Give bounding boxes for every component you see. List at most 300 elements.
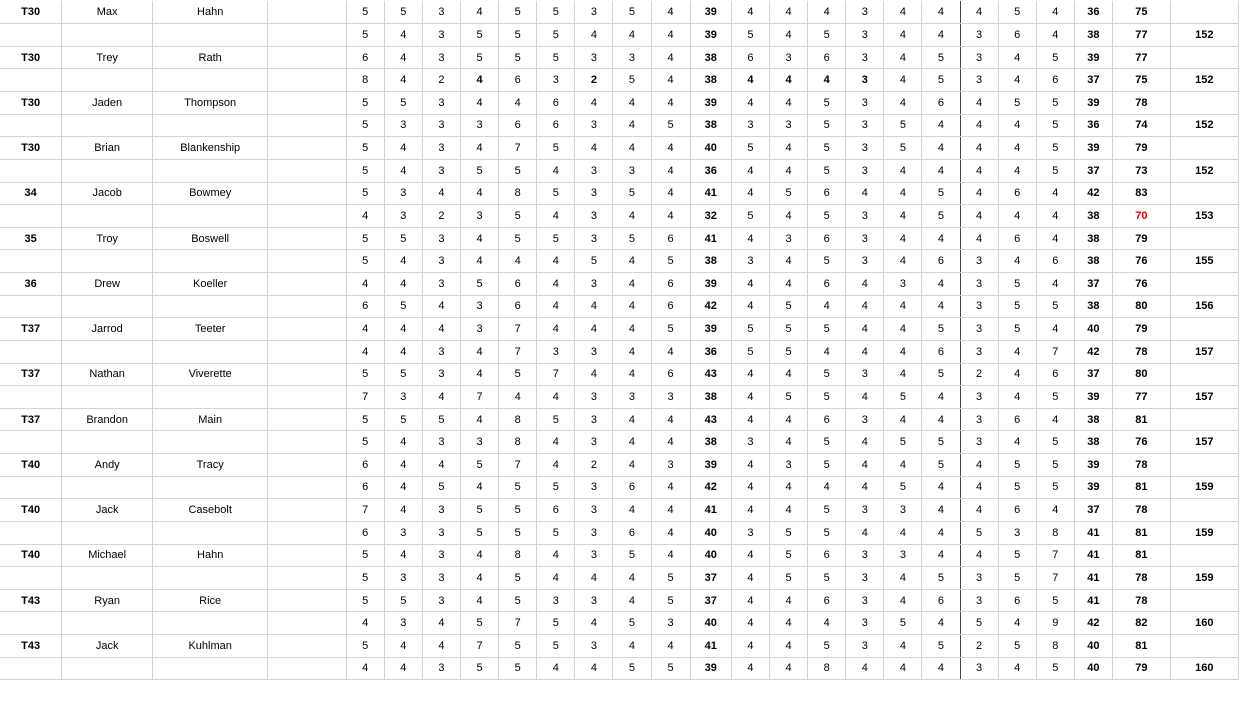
back-hole-score-cell[interactable]: 5 <box>1036 92 1074 115</box>
front-hole-score-cell[interactable]: 3 <box>422 544 460 567</box>
front-hole-score-cell[interactable]: 5 <box>499 159 537 182</box>
back-hole-score-cell[interactable]: 4 <box>884 295 922 318</box>
front-hole-score-cell[interactable]: 5 <box>461 46 499 69</box>
front-hole-score-cell[interactable]: 3 <box>384 386 422 409</box>
in-total-cell[interactable]: 42 <box>1074 340 1112 363</box>
back-hole-score-cell[interactable]: 4 <box>960 182 998 205</box>
front-hole-score-cell[interactable]: 4 <box>613 408 651 431</box>
back-hole-score-cell[interactable]: 4 <box>884 635 922 658</box>
front-hole-score-cell[interactable]: 7 <box>461 635 499 658</box>
back-hole-score-cell[interactable]: 9 <box>1036 612 1074 635</box>
front-hole-score-cell[interactable]: 7 <box>499 454 537 477</box>
round-total-cell[interactable]: 74 <box>1112 114 1170 137</box>
back-hole-score-cell[interactable]: 6 <box>922 250 960 273</box>
front-hole-score-cell[interactable]: 4 <box>499 92 537 115</box>
front-hole-score-cell[interactable]: 5 <box>346 1 384 24</box>
back-hole-score-cell[interactable]: 4 <box>1036 205 1074 228</box>
aggregate-total-cell[interactable]: 157 <box>1170 386 1238 409</box>
back-hole-score-cell[interactable]: 5 <box>1036 295 1074 318</box>
round-total-cell[interactable]: 81 <box>1112 521 1170 544</box>
front-hole-score-cell[interactable]: 5 <box>461 159 499 182</box>
in-total-cell[interactable]: 38 <box>1074 227 1112 250</box>
first-name-cell[interactable]: Brian <box>62 137 153 160</box>
round-total-cell[interactable]: 78 <box>1112 340 1170 363</box>
front-hole-score-cell[interactable]: 5 <box>461 24 499 47</box>
back-hole-score-cell[interactable]: 5 <box>731 205 769 228</box>
round-total-cell[interactable]: 78 <box>1112 589 1170 612</box>
back-hole-score-cell[interactable]: 4 <box>998 612 1036 635</box>
back-hole-score-cell[interactable]: 6 <box>808 182 846 205</box>
out-total-cell[interactable]: 40 <box>690 521 731 544</box>
aggregate-total-cell[interactable] <box>1170 92 1238 115</box>
front-hole-score-cell[interactable]: 4 <box>651 137 690 160</box>
back-hole-score-cell[interactable]: 4 <box>960 137 998 160</box>
back-hole-score-cell[interactable]: 4 <box>922 227 960 250</box>
front-hole-score-cell[interactable]: 6 <box>346 521 384 544</box>
back-hole-score-cell[interactable]: 5 <box>808 137 846 160</box>
back-hole-score-cell[interactable]: 3 <box>846 567 884 590</box>
out-total-cell[interactable]: 41 <box>690 182 731 205</box>
last-name-cell[interactable] <box>152 431 267 454</box>
front-hole-score-cell[interactable]: 5 <box>346 635 384 658</box>
position-cell[interactable] <box>0 69 62 92</box>
front-hole-score-cell[interactable]: 4 <box>384 46 422 69</box>
front-hole-score-cell[interactable]: 7 <box>499 340 537 363</box>
first-name-cell[interactable]: Jarrod <box>62 318 153 341</box>
back-hole-score-cell[interactable]: 4 <box>998 431 1036 454</box>
position-cell[interactable]: 35 <box>0 227 62 250</box>
front-hole-score-cell[interactable]: 4 <box>384 137 422 160</box>
front-hole-score-cell[interactable]: 5 <box>537 612 575 635</box>
back-hole-score-cell[interactable]: 4 <box>960 1 998 24</box>
front-hole-score-cell[interactable]: 4 <box>384 24 422 47</box>
position-cell[interactable] <box>0 386 62 409</box>
front-hole-score-cell[interactable]: 3 <box>384 205 422 228</box>
position-cell[interactable]: T37 <box>0 318 62 341</box>
front-hole-score-cell[interactable]: 5 <box>499 499 537 522</box>
empty-cell[interactable] <box>268 1 346 24</box>
front-hole-score-cell[interactable]: 3 <box>384 114 422 137</box>
front-hole-score-cell[interactable]: 4 <box>537 544 575 567</box>
front-hole-score-cell[interactable]: 5 <box>613 182 651 205</box>
out-total-cell[interactable]: 39 <box>690 318 731 341</box>
back-hole-score-cell[interactable]: 4 <box>731 92 769 115</box>
front-hole-score-cell[interactable]: 5 <box>613 657 651 680</box>
front-hole-score-cell[interactable]: 4 <box>346 657 384 680</box>
back-hole-score-cell[interactable]: 5 <box>998 1 1036 24</box>
front-hole-score-cell[interactable]: 5 <box>499 363 537 386</box>
empty-cell[interactable] <box>268 476 346 499</box>
front-hole-score-cell[interactable]: 4 <box>651 1 690 24</box>
front-hole-score-cell[interactable]: 5 <box>537 137 575 160</box>
front-hole-score-cell[interactable]: 3 <box>422 657 460 680</box>
back-hole-score-cell[interactable]: 3 <box>846 137 884 160</box>
front-hole-score-cell[interactable]: 7 <box>537 363 575 386</box>
front-hole-score-cell[interactable]: 4 <box>651 544 690 567</box>
last-name-cell[interactable] <box>152 295 267 318</box>
out-total-cell[interactable]: 41 <box>690 227 731 250</box>
out-total-cell[interactable]: 41 <box>690 635 731 658</box>
out-total-cell[interactable]: 36 <box>690 340 731 363</box>
front-hole-score-cell[interactable]: 3 <box>461 295 499 318</box>
front-hole-score-cell[interactable]: 5 <box>346 363 384 386</box>
in-total-cell[interactable]: 41 <box>1074 589 1112 612</box>
front-hole-score-cell[interactable]: 4 <box>384 499 422 522</box>
back-hole-score-cell[interactable]: 3 <box>960 273 998 296</box>
front-hole-score-cell[interactable]: 4 <box>384 159 422 182</box>
back-hole-score-cell[interactable]: 8 <box>1036 521 1074 544</box>
back-hole-score-cell[interactable]: 4 <box>922 612 960 635</box>
front-hole-score-cell[interactable]: 2 <box>422 205 460 228</box>
first-name-cell[interactable] <box>62 657 153 680</box>
back-hole-score-cell[interactable]: 6 <box>998 227 1036 250</box>
back-hole-score-cell[interactable]: 4 <box>884 46 922 69</box>
position-cell[interactable]: 34 <box>0 182 62 205</box>
aggregate-total-cell[interactable]: 159 <box>1170 521 1238 544</box>
aggregate-total-cell[interactable] <box>1170 137 1238 160</box>
empty-cell[interactable] <box>268 567 346 590</box>
back-hole-score-cell[interactable]: 4 <box>808 612 846 635</box>
back-hole-score-cell[interactable]: 7 <box>1036 567 1074 590</box>
back-hole-score-cell[interactable]: 5 <box>1036 114 1074 137</box>
back-hole-score-cell[interactable]: 4 <box>846 182 884 205</box>
back-hole-score-cell[interactable]: 4 <box>731 69 769 92</box>
round-total-cell[interactable]: 76 <box>1112 273 1170 296</box>
front-hole-score-cell[interactable]: 5 <box>384 363 422 386</box>
last-name-cell[interactable]: Main <box>152 408 267 431</box>
round-total-cell[interactable]: 76 <box>1112 250 1170 273</box>
in-total-cell[interactable]: 39 <box>1074 137 1112 160</box>
back-hole-score-cell[interactable]: 3 <box>846 159 884 182</box>
aggregate-total-cell[interactable] <box>1170 499 1238 522</box>
front-hole-score-cell[interactable]: 4 <box>461 567 499 590</box>
back-hole-score-cell[interactable]: 4 <box>922 295 960 318</box>
back-hole-score-cell[interactable]: 6 <box>731 46 769 69</box>
front-hole-score-cell[interactable]: 6 <box>613 476 651 499</box>
front-hole-score-cell[interactable]: 4 <box>422 182 460 205</box>
back-hole-score-cell[interactable]: 4 <box>846 657 884 680</box>
back-hole-score-cell[interactable]: 6 <box>998 182 1036 205</box>
front-hole-score-cell[interactable]: 3 <box>613 46 651 69</box>
front-hole-score-cell[interactable]: 5 <box>346 250 384 273</box>
front-hole-score-cell[interactable]: 3 <box>613 386 651 409</box>
back-hole-score-cell[interactable]: 5 <box>998 295 1036 318</box>
back-hole-score-cell[interactable]: 4 <box>960 227 998 250</box>
last-name-cell[interactable] <box>152 521 267 544</box>
back-hole-score-cell[interactable]: 5 <box>922 431 960 454</box>
back-hole-score-cell[interactable]: 5 <box>998 635 1036 658</box>
in-total-cell[interactable]: 38 <box>1074 431 1112 454</box>
front-hole-score-cell[interactable]: 4 <box>613 295 651 318</box>
back-hole-score-cell[interactable]: 3 <box>846 227 884 250</box>
back-hole-score-cell[interactable]: 4 <box>731 386 769 409</box>
front-hole-score-cell[interactable]: 4 <box>613 205 651 228</box>
front-hole-score-cell[interactable]: 5 <box>346 408 384 431</box>
front-hole-score-cell[interactable]: 4 <box>575 24 613 47</box>
back-hole-score-cell[interactable]: 3 <box>884 273 922 296</box>
first-name-cell[interactable]: Jacob <box>62 182 153 205</box>
last-name-cell[interactable]: Rath <box>152 46 267 69</box>
last-name-cell[interactable]: Bowmey <box>152 182 267 205</box>
back-hole-score-cell[interactable]: 4 <box>731 657 769 680</box>
front-hole-score-cell[interactable]: 4 <box>461 137 499 160</box>
back-hole-score-cell[interactable]: 4 <box>846 386 884 409</box>
front-hole-score-cell[interactable]: 7 <box>346 386 384 409</box>
first-name-cell[interactable]: Jack <box>62 635 153 658</box>
back-hole-score-cell[interactable]: 3 <box>731 114 769 137</box>
front-hole-score-cell[interactable]: 3 <box>575 205 613 228</box>
front-hole-score-cell[interactable]: 2 <box>575 69 613 92</box>
round-total-cell[interactable]: 78 <box>1112 499 1170 522</box>
back-hole-score-cell[interactable]: 3 <box>846 205 884 228</box>
position-cell[interactable]: T37 <box>0 408 62 431</box>
position-cell[interactable]: T30 <box>0 1 62 24</box>
aggregate-total-cell[interactable] <box>1170 363 1238 386</box>
round-total-cell[interactable]: 82 <box>1112 612 1170 635</box>
aggregate-total-cell[interactable]: 156 <box>1170 295 1238 318</box>
in-total-cell[interactable]: 37 <box>1074 159 1112 182</box>
front-hole-score-cell[interactable]: 3 <box>537 589 575 612</box>
first-name-cell[interactable] <box>62 205 153 228</box>
back-hole-score-cell[interactable]: 4 <box>770 635 808 658</box>
front-hole-score-cell[interactable]: 5 <box>537 521 575 544</box>
front-hole-score-cell[interactable]: 7 <box>346 499 384 522</box>
front-hole-score-cell[interactable]: 4 <box>422 612 460 635</box>
back-hole-score-cell[interactable]: 4 <box>1036 318 1074 341</box>
back-hole-score-cell[interactable]: 4 <box>884 567 922 590</box>
front-hole-score-cell[interactable]: 4 <box>384 69 422 92</box>
back-hole-score-cell[interactable]: 3 <box>998 521 1036 544</box>
back-hole-score-cell[interactable]: 3 <box>731 250 769 273</box>
back-hole-score-cell[interactable]: 3 <box>770 227 808 250</box>
front-hole-score-cell[interactable]: 3 <box>422 46 460 69</box>
front-hole-score-cell[interactable]: 4 <box>613 273 651 296</box>
in-total-cell[interactable]: 36 <box>1074 114 1112 137</box>
front-hole-score-cell[interactable]: 4 <box>537 159 575 182</box>
back-hole-score-cell[interactable]: 4 <box>922 499 960 522</box>
back-hole-score-cell[interactable]: 3 <box>960 589 998 612</box>
back-hole-score-cell[interactable]: 4 <box>808 476 846 499</box>
back-hole-score-cell[interactable]: 4 <box>731 635 769 658</box>
back-hole-score-cell[interactable]: 5 <box>998 476 1036 499</box>
back-hole-score-cell[interactable]: 6 <box>808 273 846 296</box>
back-hole-score-cell[interactable]: 4 <box>998 386 1036 409</box>
empty-cell[interactable] <box>268 454 346 477</box>
empty-cell[interactable] <box>268 205 346 228</box>
front-hole-score-cell[interactable]: 3 <box>422 250 460 273</box>
front-hole-score-cell[interactable]: 4 <box>537 431 575 454</box>
front-hole-score-cell[interactable]: 7 <box>499 137 537 160</box>
front-hole-score-cell[interactable]: 3 <box>575 408 613 431</box>
back-hole-score-cell[interactable]: 4 <box>731 159 769 182</box>
in-total-cell[interactable]: 38 <box>1074 250 1112 273</box>
empty-cell[interactable] <box>268 408 346 431</box>
back-hole-score-cell[interactable]: 6 <box>998 589 1036 612</box>
front-hole-score-cell[interactable]: 5 <box>537 1 575 24</box>
in-total-cell[interactable]: 40 <box>1074 635 1112 658</box>
front-hole-score-cell[interactable]: 3 <box>422 431 460 454</box>
back-hole-score-cell[interactable]: 5 <box>808 114 846 137</box>
back-hole-score-cell[interactable]: 5 <box>1036 46 1074 69</box>
back-hole-score-cell[interactable]: 3 <box>846 250 884 273</box>
last-name-cell[interactable]: Hahn <box>152 544 267 567</box>
out-total-cell[interactable]: 41 <box>690 499 731 522</box>
last-name-cell[interactable]: Viverette <box>152 363 267 386</box>
front-hole-score-cell[interactable]: 2 <box>422 69 460 92</box>
front-hole-score-cell[interactable]: 4 <box>422 386 460 409</box>
back-hole-score-cell[interactable]: 4 <box>884 182 922 205</box>
back-hole-score-cell[interactable]: 4 <box>846 318 884 341</box>
back-hole-score-cell[interactable]: 5 <box>770 521 808 544</box>
front-hole-score-cell[interactable]: 3 <box>575 386 613 409</box>
front-hole-score-cell[interactable]: 5 <box>651 250 690 273</box>
front-hole-score-cell[interactable]: 3 <box>422 227 460 250</box>
front-hole-score-cell[interactable]: 5 <box>346 159 384 182</box>
out-total-cell[interactable]: 40 <box>690 544 731 567</box>
back-hole-score-cell[interactable]: 5 <box>998 567 1036 590</box>
aggregate-total-cell[interactable] <box>1170 1 1238 24</box>
empty-cell[interactable] <box>268 363 346 386</box>
empty-cell[interactable] <box>268 386 346 409</box>
back-hole-score-cell[interactable]: 4 <box>922 24 960 47</box>
front-hole-score-cell[interactable]: 3 <box>575 227 613 250</box>
front-hole-score-cell[interactable]: 3 <box>651 386 690 409</box>
front-hole-score-cell[interactable]: 6 <box>499 114 537 137</box>
back-hole-score-cell[interactable]: 3 <box>960 24 998 47</box>
back-hole-score-cell[interactable]: 4 <box>770 137 808 160</box>
back-hole-score-cell[interactable]: 5 <box>1036 137 1074 160</box>
in-total-cell[interactable]: 38 <box>1074 408 1112 431</box>
first-name-cell[interactable] <box>62 521 153 544</box>
back-hole-score-cell[interactable]: 3 <box>846 69 884 92</box>
back-hole-score-cell[interactable]: 6 <box>808 589 846 612</box>
front-hole-score-cell[interactable]: 3 <box>422 137 460 160</box>
front-hole-score-cell[interactable]: 6 <box>651 273 690 296</box>
last-name-cell[interactable]: Blankenship <box>152 137 267 160</box>
front-hole-score-cell[interactable]: 5 <box>346 544 384 567</box>
position-cell[interactable] <box>0 295 62 318</box>
front-hole-score-cell[interactable]: 3 <box>651 454 690 477</box>
front-hole-score-cell[interactable]: 3 <box>575 159 613 182</box>
front-hole-score-cell[interactable]: 4 <box>613 635 651 658</box>
round-total-cell[interactable]: 78 <box>1112 454 1170 477</box>
front-hole-score-cell[interactable]: 5 <box>537 476 575 499</box>
round-total-cell[interactable]: 81 <box>1112 544 1170 567</box>
first-name-cell[interactable] <box>62 114 153 137</box>
front-hole-score-cell[interactable]: 4 <box>346 612 384 635</box>
in-total-cell[interactable]: 37 <box>1074 499 1112 522</box>
position-cell[interactable]: T40 <box>0 499 62 522</box>
front-hole-score-cell[interactable]: 5 <box>537 24 575 47</box>
front-hole-score-cell[interactable]: 2 <box>575 454 613 477</box>
back-hole-score-cell[interactable]: 5 <box>922 567 960 590</box>
back-hole-score-cell[interactable]: 5 <box>1036 476 1074 499</box>
empty-cell[interactable] <box>268 250 346 273</box>
front-hole-score-cell[interactable]: 5 <box>499 46 537 69</box>
front-hole-score-cell[interactable]: 4 <box>422 295 460 318</box>
out-total-cell[interactable]: 37 <box>690 567 731 590</box>
back-hole-score-cell[interactable]: 6 <box>808 408 846 431</box>
back-hole-score-cell[interactable]: 3 <box>846 24 884 47</box>
last-name-cell[interactable]: Hahn <box>152 1 267 24</box>
front-hole-score-cell[interactable]: 4 <box>613 431 651 454</box>
back-hole-score-cell[interactable]: 3 <box>960 318 998 341</box>
empty-cell[interactable] <box>268 159 346 182</box>
back-hole-score-cell[interactable]: 4 <box>998 205 1036 228</box>
back-hole-score-cell[interactable]: 4 <box>884 69 922 92</box>
front-hole-score-cell[interactable]: 4 <box>346 340 384 363</box>
back-hole-score-cell[interactable]: 8 <box>1036 635 1074 658</box>
front-hole-score-cell[interactable]: 4 <box>384 454 422 477</box>
back-hole-score-cell[interactable]: 4 <box>884 589 922 612</box>
back-hole-score-cell[interactable]: 6 <box>808 46 846 69</box>
last-name-cell[interactable] <box>152 612 267 635</box>
front-hole-score-cell[interactable]: 4 <box>461 227 499 250</box>
front-hole-score-cell[interactable]: 4 <box>461 589 499 612</box>
back-hole-score-cell[interactable]: 5 <box>1036 159 1074 182</box>
front-hole-score-cell[interactable]: 4 <box>461 476 499 499</box>
back-hole-score-cell[interactable]: 3 <box>884 499 922 522</box>
front-hole-score-cell[interactable]: 3 <box>575 635 613 658</box>
first-name-cell[interactable] <box>62 159 153 182</box>
front-hole-score-cell[interactable]: 5 <box>651 114 690 137</box>
back-hole-score-cell[interactable]: 6 <box>808 227 846 250</box>
back-hole-score-cell[interactable]: 3 <box>846 544 884 567</box>
front-hole-score-cell[interactable]: 5 <box>346 182 384 205</box>
in-total-cell[interactable]: 36 <box>1074 1 1112 24</box>
aggregate-total-cell[interactable] <box>1170 544 1238 567</box>
front-hole-score-cell[interactable]: 3 <box>575 1 613 24</box>
position-cell[interactable] <box>0 657 62 680</box>
back-hole-score-cell[interactable]: 5 <box>770 544 808 567</box>
last-name-cell[interactable] <box>152 114 267 137</box>
back-hole-score-cell[interactable]: 4 <box>808 69 846 92</box>
front-hole-score-cell[interactable]: 4 <box>575 318 613 341</box>
aggregate-total-cell[interactable] <box>1170 182 1238 205</box>
back-hole-score-cell[interactable]: 5 <box>884 114 922 137</box>
position-cell[interactable]: T40 <box>0 454 62 477</box>
last-name-cell[interactable]: Casebolt <box>152 499 267 522</box>
front-hole-score-cell[interactable]: 3 <box>537 69 575 92</box>
front-hole-score-cell[interactable]: 5 <box>537 182 575 205</box>
front-hole-score-cell[interactable]: 5 <box>346 114 384 137</box>
front-hole-score-cell[interactable]: 5 <box>346 431 384 454</box>
aggregate-total-cell[interactable]: 159 <box>1170 476 1238 499</box>
empty-cell[interactable] <box>268 657 346 680</box>
first-name-cell[interactable]: Ryan <box>62 589 153 612</box>
front-hole-score-cell[interactable]: 4 <box>537 657 575 680</box>
back-hole-score-cell[interactable]: 4 <box>731 182 769 205</box>
back-hole-score-cell[interactable]: 6 <box>922 589 960 612</box>
front-hole-score-cell[interactable]: 4 <box>537 250 575 273</box>
front-hole-score-cell[interactable]: 5 <box>613 69 651 92</box>
back-hole-score-cell[interactable]: 4 <box>998 250 1036 273</box>
front-hole-score-cell[interactable]: 5 <box>384 227 422 250</box>
front-hole-score-cell[interactable]: 5 <box>651 567 690 590</box>
last-name-cell[interactable]: Rice <box>152 589 267 612</box>
back-hole-score-cell[interactable]: 4 <box>922 159 960 182</box>
front-hole-score-cell[interactable]: 5 <box>461 521 499 544</box>
front-hole-score-cell[interactable]: 3 <box>575 431 613 454</box>
front-hole-score-cell[interactable]: 4 <box>575 363 613 386</box>
front-hole-score-cell[interactable]: 3 <box>461 431 499 454</box>
front-hole-score-cell[interactable]: 4 <box>651 92 690 115</box>
back-hole-score-cell[interactable]: 4 <box>846 431 884 454</box>
empty-cell[interactable] <box>268 273 346 296</box>
front-hole-score-cell[interactable]: 4 <box>537 318 575 341</box>
front-hole-score-cell[interactable]: 3 <box>422 114 460 137</box>
in-total-cell[interactable]: 37 <box>1074 69 1112 92</box>
